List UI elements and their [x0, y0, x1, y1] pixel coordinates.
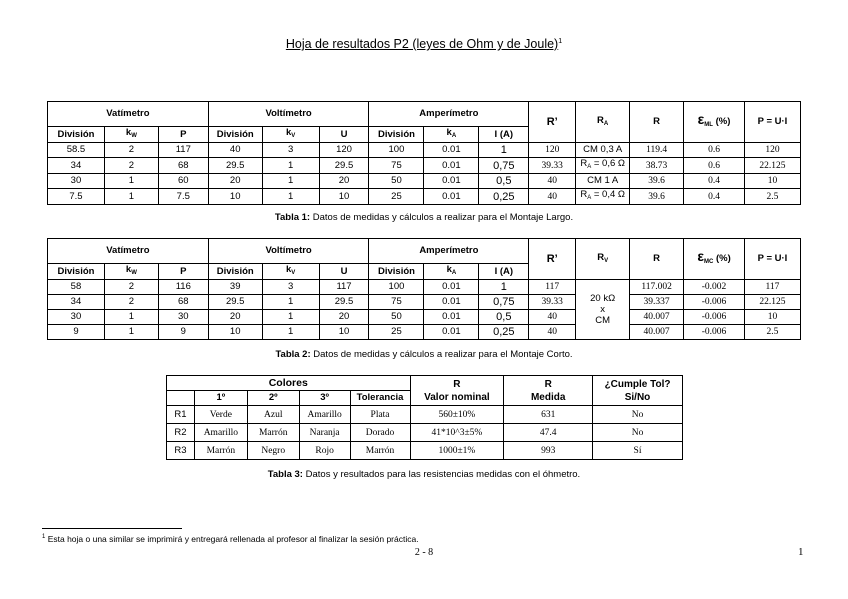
header-vatimetro: Vatímetro: [48, 239, 209, 264]
table-row: 58.5 2 117 40 3 120 100 0.01 1 120 CM 0,3 A 119.4 0.6 120: [48, 143, 801, 158]
table-1-caption: Tabla 1: Datos de medidas y cálculos a realizar para el Montaje Largo.: [274, 212, 574, 223]
table-row: 9 1 9 10 1 10 25 0.01 0,25 40 40.007 -0.006 2.5: [48, 325, 801, 340]
table-row: R1 Verde Azul Amarillo Plata 560±10% 631 No: [167, 406, 683, 424]
rv-cell: 20 kΩ x CM: [576, 280, 630, 340]
table-row: R2 Amarillo Marrón Naranja Dorado 41*10^3±5% 47.4 No: [167, 424, 683, 442]
header-color-2: 2º: [247, 391, 299, 406]
header-r-nominal: R Valor nominal: [410, 376, 504, 406]
page-number: 1: [798, 546, 804, 558]
table-3: [166, 375, 683, 460]
header-color-1: 1º: [194, 391, 247, 406]
table-3-caption: Tabla 3: Datos y resultados para las resistencias medidas con el óhmetro.: [267, 469, 581, 480]
header-pui: P = U·I: [744, 102, 800, 143]
table-row: 30 1 60 20 1 20 50 0.01 0,5 40 CM 1 A 39.6 0.4 10: [48, 174, 801, 189]
table-row: 34 2 68 29.5 1 29.5 75 0.01 0,75 39.33 39.337 -0.006 22.125: [48, 295, 801, 310]
table-row: 30 1 30 20 1 20 50 0.01 0,5 40 40.007 -0.006 10: [48, 310, 801, 325]
header-i: I (A): [479, 127, 529, 143]
title-footnote-mark: 1: [558, 37, 563, 45]
table-row: 58 2 116 39 3 117 100 0.01 1 117 20 kΩ x CM 117.002 -0.002 117: [48, 280, 801, 295]
header-r-medida: R Medida: [504, 376, 593, 406]
header-division: División: [208, 264, 262, 280]
header-colores: Colores: [167, 376, 411, 391]
header-ka: $k_A$: [424, 264, 479, 280]
header-kw: $k_W$: [104, 127, 158, 143]
header-blank: [167, 391, 195, 406]
header-tolerancia: Tolerancia: [350, 391, 410, 406]
table-row: 7.5 1 7.5 10 1 10 25 0.01 0,25 40 $R_A = 0,4$ Ω 39.6 0.4 2.5: [48, 189, 801, 205]
header-vatimetro: Vatímetro: [48, 102, 209, 127]
header-p: P: [158, 264, 208, 280]
header-division: División: [48, 127, 105, 143]
page-range: 2 - 8: [414, 547, 434, 558]
header-division: División: [369, 127, 424, 143]
header-u: U: [319, 127, 369, 143]
table-2: [47, 238, 801, 340]
footnote: $^1$ Esta hoja o una similar se imprimirá y entregará rellenada al profesor al finalizar la sesión práctica.: [42, 534, 419, 544]
table-2-caption: Tabla 2: Datos de medidas y cálculos a realizar para el Montaje Corto.: [275, 349, 573, 360]
footnote-separator: [42, 528, 182, 529]
header-ka: $k_A$: [424, 127, 479, 143]
ra-cell: CM 0,3 A: [576, 143, 630, 158]
header-eps-ml: $\varepsilon_{ML}$ (%): [684, 102, 745, 143]
header-rv: $R_V$: [576, 239, 630, 280]
header-division: División: [369, 264, 424, 280]
header-r: R: [630, 102, 684, 143]
header-color-3: 3º: [299, 391, 350, 406]
header-division: División: [208, 127, 262, 143]
header-pui: P = U·I: [744, 239, 800, 280]
header-kv: $k_V$: [262, 264, 319, 280]
ra-cell: $R_A = 0,6$ Ω: [576, 158, 630, 174]
header-amperimetro: Amperímetro: [369, 102, 529, 127]
header-rprime: R’: [529, 102, 576, 143]
header-r: R: [630, 239, 684, 280]
header-i: I (A): [479, 264, 529, 280]
ra-cell: $R_A = 0,4$ Ω: [576, 189, 630, 205]
page-title: [0, 37, 848, 51]
ra-cell: CM 1 A: [576, 174, 630, 189]
header-rprime: R’: [529, 239, 576, 280]
header-division: División: [48, 264, 105, 280]
table-row: R3 Marrón Negro Rojo Marrón 1000±1% 993 Sí: [167, 442, 683, 460]
table-row: 34 2 68 29.5 1 29.5 75 0.01 0,75 39.33 $R_A = 0,6$ Ω 38.73 0.6 22.125: [48, 158, 801, 174]
header-eps-mc: $\varepsilon_{MC}$ (%): [684, 239, 745, 280]
header-p: P: [158, 127, 208, 143]
header-kv: $k_V$: [262, 127, 319, 143]
header-u: U: [319, 264, 369, 280]
header-voltimetro: Voltímetro: [208, 239, 369, 264]
header-ra: $R_A$: [576, 102, 630, 143]
header-cumple-tol: ¿Cumple Tol? Si/No: [593, 376, 683, 406]
header-amperimetro: Amperímetro: [369, 239, 529, 264]
table-1: [47, 101, 801, 205]
header-voltimetro: Voltímetro: [208, 102, 369, 127]
header-kw: $k_W$: [104, 264, 158, 280]
title-text: Hoja de resultados P2 (leyes de Ohm y de Joule): [285, 37, 559, 51]
